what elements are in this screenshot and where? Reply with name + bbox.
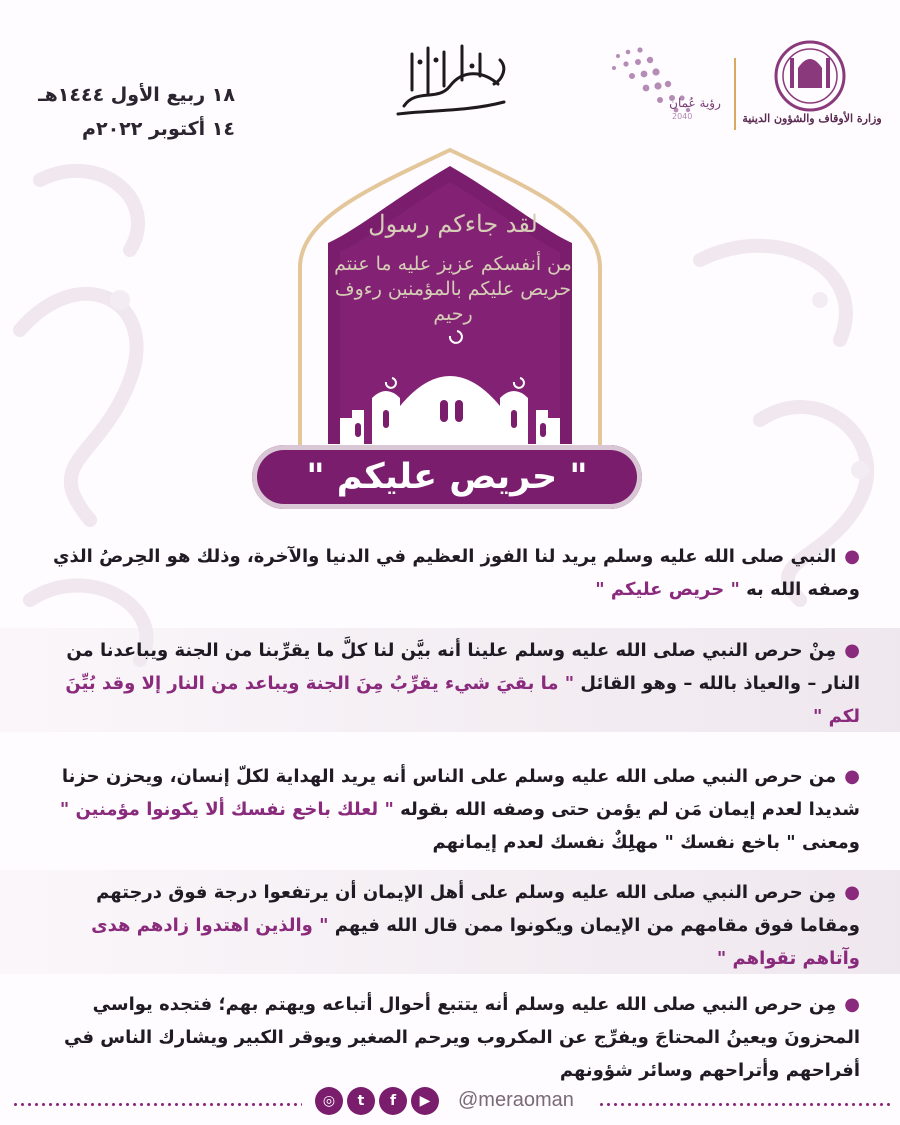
banner-title: " حريص عليكم " (306, 457, 588, 497)
item-highlight: " ما بقيَ شيء يقرِّبُ مِنَ الجنة ويباعد من النار إلا وقد بُيِّنَ لكم " (65, 673, 860, 727)
gregorian-date: ١٤ أكتوبر ٢٠٢٢م (82, 118, 235, 140)
list-item (0, 870, 900, 974)
bullet-icon: ● (844, 546, 860, 567)
item-highlight: " لعلك باخع نفسك ألا يكونوا مؤمنين " (59, 799, 394, 820)
twitter-icon[interactable]: t (347, 1087, 375, 1115)
calligraphy-line-1: لقد جاءكم رسول (368, 210, 538, 238)
list-item (0, 982, 900, 1082)
footer-divider-right (598, 1103, 890, 1106)
list-item (0, 754, 900, 858)
item-text: مِن حرص النبي صلى الله عليه وسلم أنه يتتبع أحوال أتباعه ويهتم بهم؛ فتجده يواسي المحزونَ ويعينُ المحتاجَ ويفرِّج عن المكروب ويرحم الصغير ويوقر الكبير ويشارك الناس في أفراحهم وأتراحهم وسائر شؤونهم (64, 994, 860, 1081)
friday-sermon-logo (386, 40, 516, 120)
logos-group (588, 38, 878, 148)
facebook-icon[interactable]: f (379, 1087, 407, 1115)
arch-calligraphy (318, 210, 588, 327)
bullet-icon: ● (844, 766, 860, 787)
date-block (30, 78, 235, 146)
ministry-name: وزارة الأوقاف والشؤون الدينية (742, 112, 882, 125)
youtube-icon[interactable]: ▶ (411, 1087, 439, 1115)
instagram-icon[interactable]: ◎ (315, 1087, 343, 1115)
item-highlight: " حريص عليكم " (595, 579, 740, 600)
bullet-icon: ● (844, 640, 860, 661)
bullet-icon: ● (844, 882, 860, 903)
item-highlight: " والذين اهتدوا زادهم هدى وآتاهم تقواهم " (91, 915, 860, 969)
list-item (0, 628, 900, 732)
item-text: مِنْ حرص النبي صلى الله عليه وسلم علينا أنه بيَّن لنا كلَّ ما يقرِّبنا من الجنة ويباعدنا من النار – والعياذ بالله – وهو القائل (66, 640, 860, 694)
item-text: مِن حرص النبي صلى الله عليه وسلم على أهل الإيمان أن يرتفعوا درجة فوق درجتهم ومقاما فوق مقامهم من الإيمان ويكونوا ممن قال الله فيهم (96, 882, 860, 936)
footer-divider-left (12, 1103, 302, 1106)
bullet-icon: ● (844, 994, 860, 1015)
item-text: النبي صلى الله عليه وسلم يريد لنا الفوز العظيم في الدنيا والآخرة، وذلك هو الحِرصُ الذي وصفه الله به (53, 546, 860, 600)
item-text: من حرص النبي صلى الله عليه وسلم على الناس أنه يريد الهداية لكلّ إنسان، ويحزن حزنا شديدا لعدم إيمان مَن لم يؤمن حتى وصفه الله بقوله (61, 766, 860, 820)
hijri-date: ١٨ ربيع الأول ١٤٤٤هـ (38, 84, 235, 106)
vision-year: 2040 (672, 112, 693, 121)
ministry-emblem (776, 42, 844, 110)
social-handle[interactable]: @meraoman (458, 1089, 574, 1111)
footer (0, 1083, 900, 1123)
vision-name: رؤية عُمان (669, 96, 721, 110)
calligraphy-line-2: من أنفسكم عزيز عليه ما عنتم حريص عليكم بالمؤمنين رءوف رحيم (334, 253, 572, 325)
social-icons (315, 1087, 439, 1115)
title-banner (252, 445, 642, 509)
item-text-2: ومعنى " باخع نفسك " مهلِكٌ نفسك لعدم إيمانهم (432, 832, 860, 853)
list-item (0, 534, 900, 614)
